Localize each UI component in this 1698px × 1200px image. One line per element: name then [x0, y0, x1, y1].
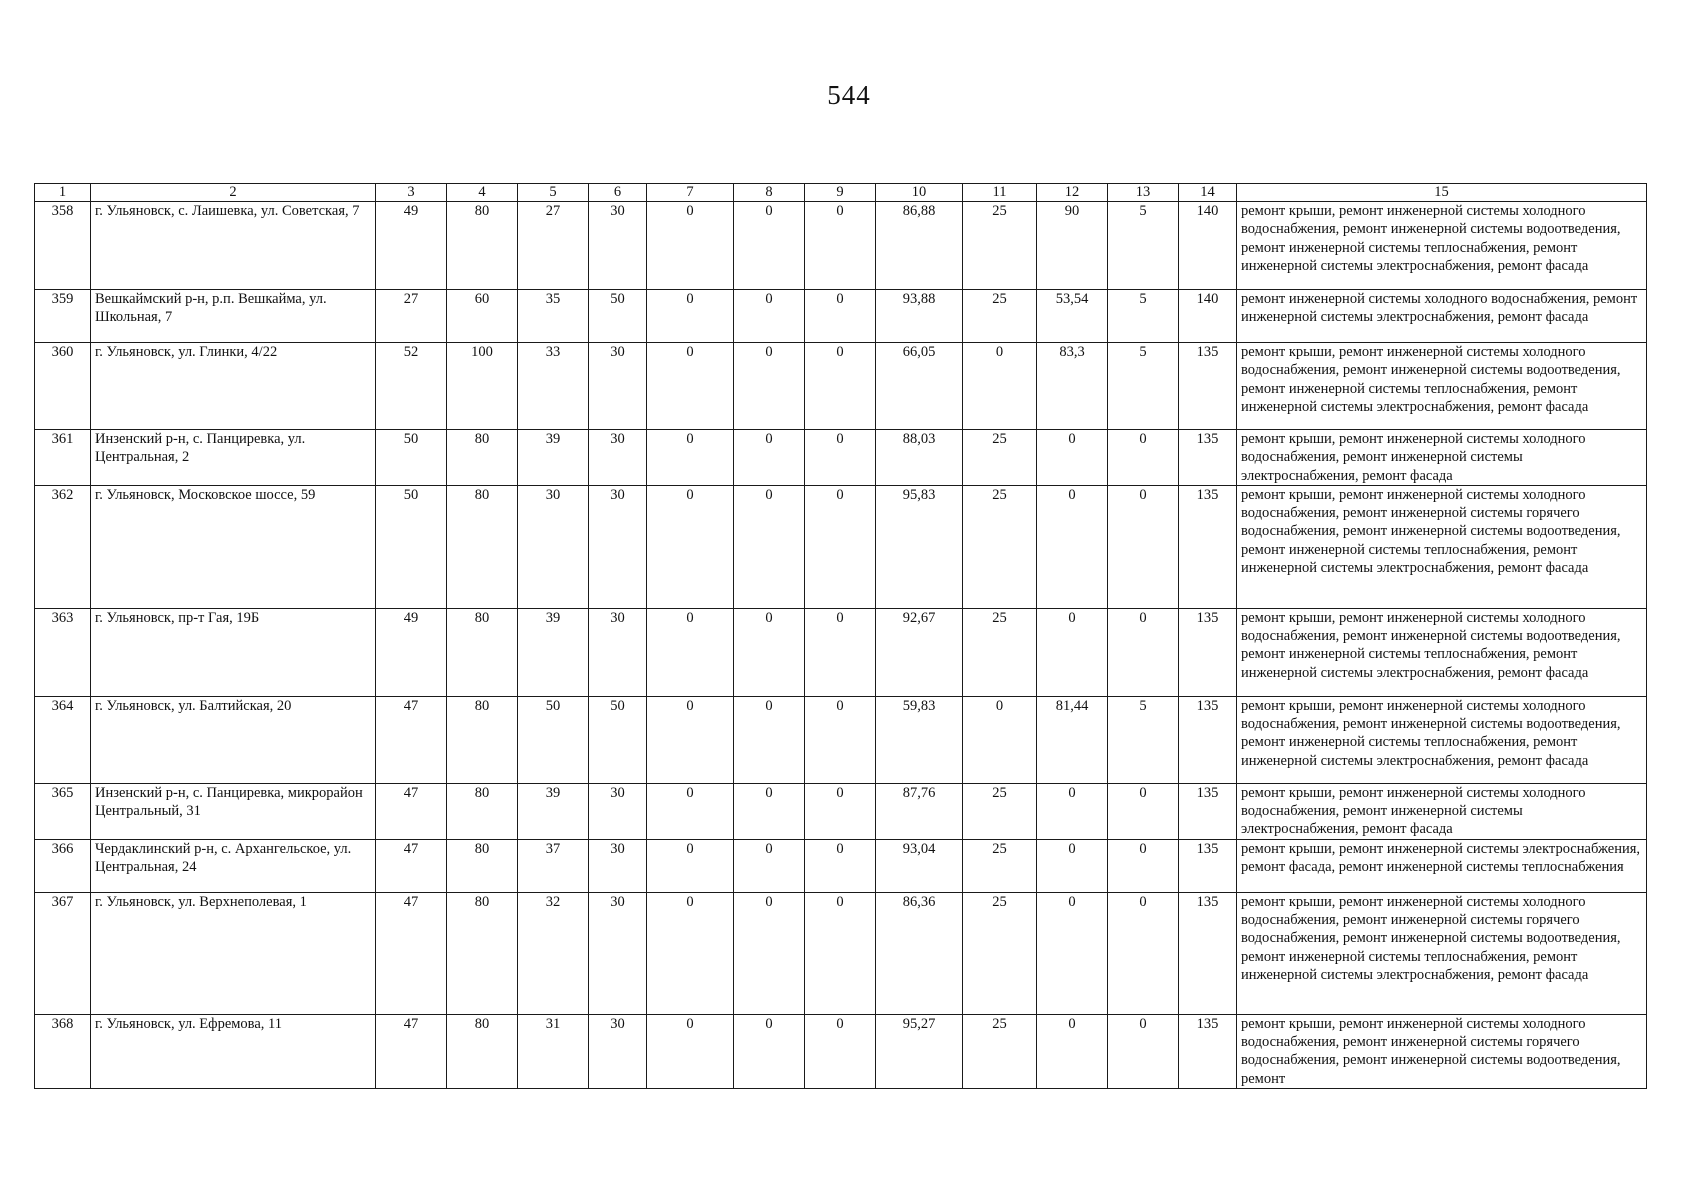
value-cell: 80 — [447, 202, 518, 290]
value-cell: 0 — [647, 608, 734, 696]
value-cell: 0 — [734, 783, 805, 839]
address-cell: Чердаклинский р-н, с. Архангельское, ул. Центральная, 24 — [91, 839, 376, 892]
value-cell: 25 — [963, 290, 1037, 343]
repair-works-cell: ремонт крыши, ремонт инженерной системы холодного водоснабжения, ремонт инженерной системы горячего водоснабжения, ремонт инженерной системы водоотведения, ремонт — [1237, 1014, 1647, 1088]
table-row — [35, 290, 1647, 343]
value-cell: 87,76 — [876, 783, 963, 839]
value-cell: 47 — [376, 892, 447, 1014]
column-header-4: 4 — [447, 184, 518, 202]
value-cell: 39 — [518, 783, 589, 839]
value-cell: 0 — [1037, 485, 1108, 608]
column-header-15: 15 — [1237, 184, 1647, 202]
value-cell: 0 — [734, 290, 805, 343]
value-cell: 30 — [589, 892, 647, 1014]
value-cell: 95,27 — [876, 1014, 963, 1088]
column-header-11: 11 — [963, 184, 1037, 202]
value-cell: 86,36 — [876, 892, 963, 1014]
value-cell: 0 — [805, 839, 876, 892]
column-header-8: 8 — [734, 184, 805, 202]
value-cell: 25 — [963, 202, 1037, 290]
value-cell: 31 — [518, 1014, 589, 1088]
value-cell: 47 — [376, 783, 447, 839]
value-cell: 0 — [734, 1014, 805, 1088]
value-cell: 88,03 — [876, 430, 963, 486]
value-cell: 47 — [376, 696, 447, 783]
row-number: 359 — [35, 290, 91, 343]
repair-works-cell: ремонт крыши, ремонт инженерной системы холодного водоснабжения, ремонт инженерной системы горячего водоснабжения, ремонт инженерной системы водоотведения, ремонт инженерной системы теплоснабжения, ремонт инженерной системы электроснабжения, ремонт фасада — [1237, 485, 1647, 608]
table-row — [35, 202, 1647, 290]
value-cell: 135 — [1179, 892, 1237, 1014]
value-cell: 39 — [518, 608, 589, 696]
value-cell: 0 — [734, 343, 805, 430]
value-cell: 135 — [1179, 783, 1237, 839]
column-header-12: 12 — [1037, 184, 1108, 202]
repair-works-cell: ремонт инженерной системы холодного водоснабжения, ремонт инженерной системы электроснабжения, ремонт фасада — [1237, 290, 1647, 343]
value-cell: 39 — [518, 430, 589, 486]
value-cell: 50 — [376, 485, 447, 608]
value-cell: 49 — [376, 608, 447, 696]
value-cell: 33 — [518, 343, 589, 430]
value-cell: 0 — [1108, 430, 1179, 486]
value-cell: 25 — [963, 1014, 1037, 1088]
value-cell: 0 — [1108, 839, 1179, 892]
value-cell: 80 — [447, 485, 518, 608]
value-cell: 0 — [647, 839, 734, 892]
value-cell: 30 — [589, 1014, 647, 1088]
column-header-1: 1 — [35, 184, 91, 202]
housing-repair-table — [34, 183, 1647, 1089]
value-cell: 0 — [1037, 783, 1108, 839]
table-row — [35, 485, 1647, 608]
column-header-2: 2 — [91, 184, 376, 202]
column-header-6: 6 — [589, 184, 647, 202]
value-cell: 93,04 — [876, 839, 963, 892]
value-cell: 80 — [447, 892, 518, 1014]
value-cell: 0 — [805, 485, 876, 608]
value-cell: 0 — [647, 290, 734, 343]
value-cell: 140 — [1179, 202, 1237, 290]
value-cell: 25 — [963, 430, 1037, 486]
value-cell: 30 — [589, 485, 647, 608]
value-cell: 0 — [805, 892, 876, 1014]
table-header — [35, 184, 1647, 202]
value-cell: 0 — [805, 608, 876, 696]
value-cell: 32 — [518, 892, 589, 1014]
value-cell: 25 — [963, 892, 1037, 1014]
value-cell: 5 — [1108, 290, 1179, 343]
address-cell: г. Ульяновск, с. Лаишевка, ул. Советская, 7 — [91, 202, 376, 290]
value-cell: 0 — [1037, 608, 1108, 696]
value-cell: 5 — [1108, 696, 1179, 783]
column-header-14: 14 — [1179, 184, 1237, 202]
column-header-5: 5 — [518, 184, 589, 202]
value-cell: 80 — [447, 696, 518, 783]
value-cell: 95,83 — [876, 485, 963, 608]
table-row — [35, 892, 1647, 1014]
value-cell: 0 — [805, 343, 876, 430]
value-cell: 135 — [1179, 696, 1237, 783]
value-cell: 0 — [1108, 608, 1179, 696]
value-cell: 0 — [1037, 430, 1108, 486]
value-cell: 90 — [1037, 202, 1108, 290]
row-number: 363 — [35, 608, 91, 696]
value-cell: 30 — [589, 783, 647, 839]
value-cell: 92,67 — [876, 608, 963, 696]
table-row — [35, 783, 1647, 839]
value-cell: 35 — [518, 290, 589, 343]
column-header-3: 3 — [376, 184, 447, 202]
repair-works-cell: ремонт крыши, ремонт инженерной системы холодного водоснабжения, ремонт инженерной системы водоотведения, ремонт инженерной системы теплоснабжения, ремонт инженерной системы электроснабжения, ремонт фасада — [1237, 696, 1647, 783]
value-cell: 0 — [805, 696, 876, 783]
value-cell: 0 — [1108, 1014, 1179, 1088]
value-cell: 80 — [447, 608, 518, 696]
repair-works-cell: ремонт крыши, ремонт инженерной системы холодного водоснабжения, ремонт инженерной системы водоотведения, ремонт инженерной системы теплоснабжения, ремонт инженерной системы электроснабжения, ремонт фасада — [1237, 202, 1647, 290]
value-cell: 50 — [589, 696, 647, 783]
value-cell: 100 — [447, 343, 518, 430]
column-header-10: 10 — [876, 184, 963, 202]
address-cell: г. Ульяновск, ул. Ефремова, 11 — [91, 1014, 376, 1088]
value-cell: 80 — [447, 839, 518, 892]
row-number: 362 — [35, 485, 91, 608]
value-cell: 0 — [805, 783, 876, 839]
value-cell: 0 — [647, 343, 734, 430]
value-cell: 0 — [647, 696, 734, 783]
value-cell: 37 — [518, 839, 589, 892]
address-cell: г. Ульяновск, Московское шоссе, 59 — [91, 485, 376, 608]
value-cell: 81,44 — [1037, 696, 1108, 783]
value-cell: 0 — [647, 892, 734, 1014]
column-header-7: 7 — [647, 184, 734, 202]
value-cell: 0 — [1037, 1014, 1108, 1088]
row-number: 365 — [35, 783, 91, 839]
value-cell: 50 — [376, 430, 447, 486]
value-cell: 30 — [589, 839, 647, 892]
repair-works-cell: ремонт крыши, ремонт инженерной системы холодного водоснабжения, ремонт инженерной системы водоотведения, ремонт инженерной системы теплоснабжения, ремонт инженерной системы электроснабжения, ремонт фасада — [1237, 608, 1647, 696]
value-cell: 0 — [1037, 892, 1108, 1014]
value-cell: 47 — [376, 1014, 447, 1088]
value-cell: 80 — [447, 430, 518, 486]
address-cell: г. Ульяновск, ул. Верхнеполевая, 1 — [91, 892, 376, 1014]
value-cell: 30 — [518, 485, 589, 608]
value-cell: 27 — [376, 290, 447, 343]
value-cell: 0 — [805, 430, 876, 486]
value-cell: 49 — [376, 202, 447, 290]
value-cell: 25 — [963, 839, 1037, 892]
row-number: 361 — [35, 430, 91, 486]
value-cell: 135 — [1179, 608, 1237, 696]
value-cell: 30 — [589, 608, 647, 696]
table-row — [35, 696, 1647, 783]
column-header-13: 13 — [1108, 184, 1179, 202]
page-number: 544 — [827, 80, 871, 110]
value-cell: 0 — [647, 1014, 734, 1088]
value-cell: 135 — [1179, 485, 1237, 608]
table-row — [35, 430, 1647, 486]
value-cell: 135 — [1179, 430, 1237, 486]
row-number: 366 — [35, 839, 91, 892]
value-cell: 0 — [805, 290, 876, 343]
value-cell: 135 — [1179, 1014, 1237, 1088]
row-number: 368 — [35, 1014, 91, 1088]
value-cell: 83,3 — [1037, 343, 1108, 430]
value-cell: 52 — [376, 343, 447, 430]
value-cell: 0 — [734, 430, 805, 486]
value-cell: 80 — [447, 783, 518, 839]
value-cell: 25 — [963, 485, 1037, 608]
value-cell: 0 — [1108, 892, 1179, 1014]
row-number: 367 — [35, 892, 91, 1014]
value-cell: 0 — [647, 202, 734, 290]
repair-works-cell: ремонт крыши, ремонт инженерной системы холодного водоснабжения, ремонт инженерной системы водоотведения, ремонт инженерной системы теплоснабжения, ремонт инженерной системы электроснабжения, ремонт фасада — [1237, 343, 1647, 430]
value-cell: 50 — [518, 696, 589, 783]
value-cell: 30 — [589, 202, 647, 290]
address-cell: Вешкаймский р-н, р.п. Вешкайма, ул. Школьная, 7 — [91, 290, 376, 343]
value-cell: 135 — [1179, 839, 1237, 892]
value-cell: 60 — [447, 290, 518, 343]
value-cell: 59,83 — [876, 696, 963, 783]
repair-works-cell: ремонт крыши, ремонт инженерной системы электроснабжения, ремонт фасада, ремонт инженерной системы теплоснабжения — [1237, 839, 1647, 892]
value-cell: 0 — [647, 783, 734, 839]
value-cell: 25 — [963, 608, 1037, 696]
value-cell: 0 — [1108, 783, 1179, 839]
value-cell: 0 — [647, 485, 734, 608]
repair-works-cell: ремонт крыши, ремонт инженерной системы холодного водоснабжения, ремонт инженерной системы горячего водоснабжения, ремонт инженерной системы водоотведения, ремонт инженерной системы теплоснабжения, ремонт инженерной системы электроснабжения, ремонт фасада — [1237, 892, 1647, 1014]
address-cell: г. Ульяновск, ул. Глинки, 4/22 — [91, 343, 376, 430]
value-cell: 0 — [734, 696, 805, 783]
value-cell: 0 — [963, 696, 1037, 783]
value-cell: 5 — [1108, 202, 1179, 290]
value-cell: 0 — [734, 202, 805, 290]
value-cell: 30 — [589, 343, 647, 430]
value-cell: 0 — [805, 1014, 876, 1088]
table-body — [35, 202, 1647, 1089]
row-number: 364 — [35, 696, 91, 783]
value-cell: 135 — [1179, 343, 1237, 430]
value-cell: 0 — [805, 202, 876, 290]
value-cell: 50 — [589, 290, 647, 343]
value-cell: 140 — [1179, 290, 1237, 343]
value-cell: 0 — [734, 839, 805, 892]
value-cell: 86,88 — [876, 202, 963, 290]
value-cell: 53,54 — [1037, 290, 1108, 343]
value-cell: 0 — [734, 485, 805, 608]
value-cell: 0 — [647, 430, 734, 486]
value-cell: 30 — [589, 430, 647, 486]
value-cell: 0 — [1037, 839, 1108, 892]
repair-works-cell: ремонт крыши, ремонт инженерной системы холодного водоснабжения, ремонт инженерной системы электроснабжения, ремонт фасада — [1237, 783, 1647, 839]
table-row — [35, 343, 1647, 430]
value-cell: 0 — [734, 608, 805, 696]
value-cell: 5 — [1108, 343, 1179, 430]
row-number: 360 — [35, 343, 91, 430]
address-cell: Инзенский р-н, с. Панциревка, ул. Центральная, 2 — [91, 430, 376, 486]
value-cell: 0 — [1108, 485, 1179, 608]
value-cell: 80 — [447, 1014, 518, 1088]
value-cell: 0 — [963, 343, 1037, 430]
address-cell: г. Ульяновск, пр-т Гая, 19Б — [91, 608, 376, 696]
value-cell: 93,88 — [876, 290, 963, 343]
table-row — [35, 608, 1647, 696]
header-row — [35, 184, 1647, 202]
value-cell: 47 — [376, 839, 447, 892]
value-cell: 25 — [963, 783, 1037, 839]
table-row — [35, 1014, 1647, 1088]
value-cell: 0 — [734, 892, 805, 1014]
row-number: 358 — [35, 202, 91, 290]
value-cell: 66,05 — [876, 343, 963, 430]
table-row — [35, 839, 1647, 892]
address-cell: Инзенский р-н, с. Панциревка, микрорайон Центральный, 31 — [91, 783, 376, 839]
column-header-9: 9 — [805, 184, 876, 202]
value-cell: 27 — [518, 202, 589, 290]
repair-works-cell: ремонт крыши, ремонт инженерной системы холодного водоснабжения, ремонт инженерной системы электроснабжения, ремонт фасада — [1237, 430, 1647, 486]
address-cell: г. Ульяновск, ул. Балтийская, 20 — [91, 696, 376, 783]
